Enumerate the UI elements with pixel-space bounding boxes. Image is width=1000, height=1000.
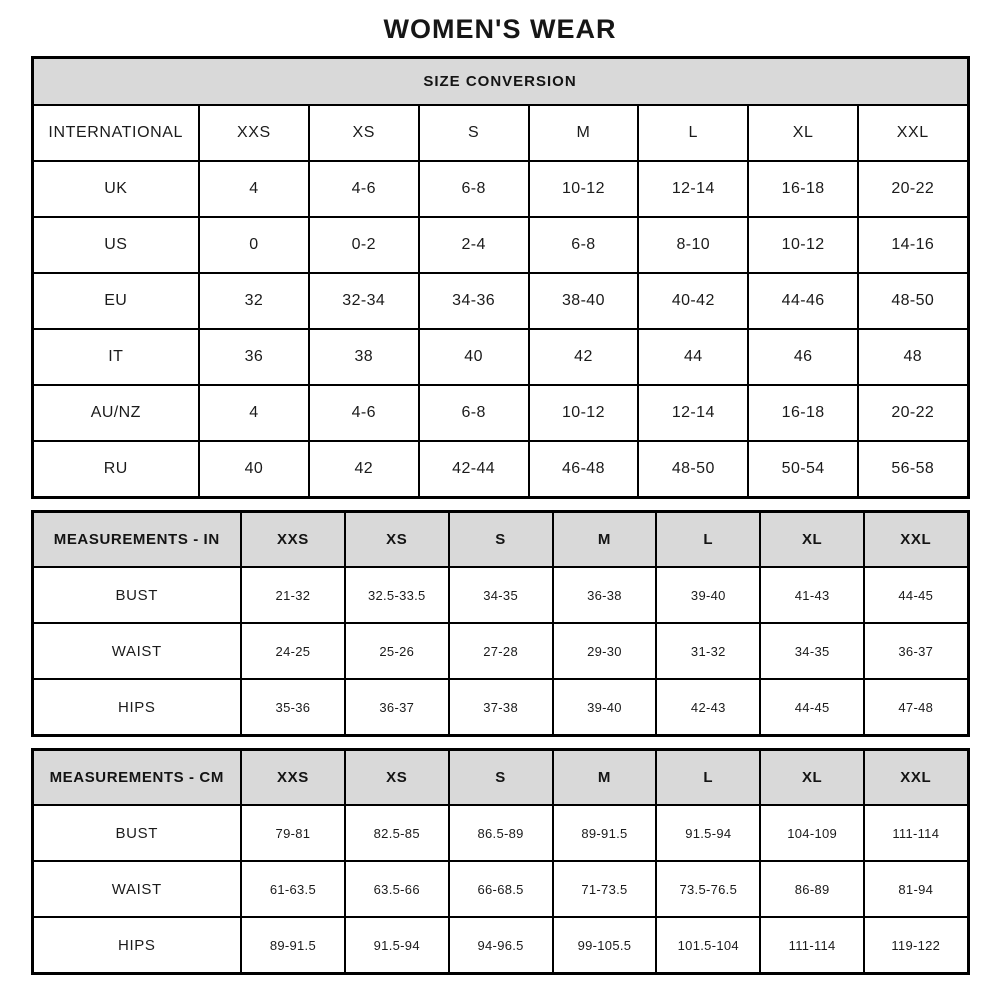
- value-cell: 41-43: [760, 567, 864, 623]
- value-cell: 44: [638, 329, 748, 385]
- column-header: M: [553, 512, 657, 568]
- value-cell: 36-37: [345, 679, 449, 736]
- column-header-row: [32, 512, 968, 568]
- column-header: M: [529, 105, 639, 161]
- value-cell: 86.5-89: [449, 805, 553, 861]
- value-cell: 20-22: [858, 385, 968, 441]
- value-cell: 42-43: [656, 679, 760, 736]
- value-cell: 48: [858, 329, 968, 385]
- value-cell: 119-122: [864, 917, 968, 974]
- value-cell: 99-105.5: [553, 917, 657, 974]
- value-cell: 46: [748, 329, 858, 385]
- column-header: S: [419, 105, 529, 161]
- value-cell: 32: [199, 273, 309, 329]
- value-cell: 40-42: [638, 273, 748, 329]
- value-cell: 89-91.5: [553, 805, 657, 861]
- table-row: [32, 861, 968, 917]
- table-header-band: [32, 58, 968, 106]
- value-cell: 94-96.5: [449, 917, 553, 974]
- column-header: S: [449, 512, 553, 568]
- column-header: XXS: [241, 750, 345, 806]
- column-header: XXL: [864, 512, 968, 568]
- column-header: XL: [748, 105, 858, 161]
- column-header: XXS: [241, 512, 345, 568]
- column-header: INTERNATIONAL: [32, 105, 199, 161]
- value-cell: 71-73.5: [553, 861, 657, 917]
- measurements-cm-title: MEASUREMENTS - CM: [32, 750, 241, 806]
- value-cell: 21-32: [241, 567, 345, 623]
- value-cell: 12-14: [638, 385, 748, 441]
- value-cell: 42: [309, 441, 419, 498]
- column-header: XL: [760, 512, 864, 568]
- value-cell: 56-58: [858, 441, 968, 498]
- value-cell: 44-46: [748, 273, 858, 329]
- table-row: [32, 623, 968, 679]
- value-cell: 111-114: [760, 917, 864, 974]
- value-cell: 101.5-104: [656, 917, 760, 974]
- value-cell: 73.5-76.5: [656, 861, 760, 917]
- column-header: XL: [760, 750, 864, 806]
- value-cell: 14-16: [858, 217, 968, 273]
- table-row: [32, 217, 968, 273]
- value-cell: 42-44: [419, 441, 529, 498]
- table-row: [32, 567, 968, 623]
- value-cell: 81-94: [864, 861, 968, 917]
- row-label: HIPS: [32, 917, 241, 974]
- value-cell: 0-2: [309, 217, 419, 273]
- column-header: S: [449, 750, 553, 806]
- column-header-row: [32, 750, 968, 806]
- table-row: [32, 329, 968, 385]
- value-cell: 91.5-94: [656, 805, 760, 861]
- row-label: HIPS: [32, 679, 241, 736]
- table-row: [32, 441, 968, 498]
- table-row: [32, 917, 968, 974]
- value-cell: 10-12: [748, 217, 858, 273]
- column-header: XS: [345, 512, 449, 568]
- row-label: EU: [32, 273, 199, 329]
- row-label: US: [32, 217, 199, 273]
- value-cell: 36: [199, 329, 309, 385]
- value-cell: 38-40: [529, 273, 639, 329]
- value-cell: 12-14: [638, 161, 748, 217]
- row-label: UK: [32, 161, 199, 217]
- measurements-cm-table: [31, 748, 970, 975]
- value-cell: 63.5-66: [345, 861, 449, 917]
- value-cell: 79-81: [241, 805, 345, 861]
- table-row: [32, 805, 968, 861]
- value-cell: 48-50: [858, 273, 968, 329]
- column-header: L: [656, 750, 760, 806]
- value-cell: 44-45: [760, 679, 864, 736]
- measurements-in-title: MEASUREMENTS - IN: [32, 512, 241, 568]
- row-label: IT: [32, 329, 199, 385]
- value-cell: 48-50: [638, 441, 748, 498]
- value-cell: 32-34: [309, 273, 419, 329]
- column-header: XS: [309, 105, 419, 161]
- value-cell: 39-40: [656, 567, 760, 623]
- value-cell: 6-8: [529, 217, 639, 273]
- value-cell: 44-45: [864, 567, 968, 623]
- value-cell: 29-30: [553, 623, 657, 679]
- value-cell: 40: [199, 441, 309, 498]
- value-cell: 38: [309, 329, 419, 385]
- row-label: AU/NZ: [32, 385, 199, 441]
- column-header: XXS: [199, 105, 309, 161]
- table-row: [32, 385, 968, 441]
- value-cell: 35-36: [241, 679, 345, 736]
- row-label: BUST: [32, 805, 241, 861]
- column-header: XS: [345, 750, 449, 806]
- page-title: WOMEN'S WEAR: [383, 14, 617, 44]
- measurements-in-table: [31, 510, 970, 737]
- value-cell: 25-26: [345, 623, 449, 679]
- value-cell: 37-38: [449, 679, 553, 736]
- value-cell: 89-91.5: [241, 917, 345, 974]
- value-cell: 91.5-94: [345, 917, 449, 974]
- value-cell: 36-37: [864, 623, 968, 679]
- value-cell: 0: [199, 217, 309, 273]
- value-cell: 46-48: [529, 441, 639, 498]
- table-row: [32, 161, 968, 217]
- value-cell: 31-32: [656, 623, 760, 679]
- row-label: WAIST: [32, 623, 241, 679]
- value-cell: 16-18: [748, 161, 858, 217]
- value-cell: 39-40: [553, 679, 657, 736]
- value-cell: 20-22: [858, 161, 968, 217]
- value-cell: 42: [529, 329, 639, 385]
- size-conversion-title: SIZE CONVERSION: [32, 58, 968, 106]
- value-cell: 61-63.5: [241, 861, 345, 917]
- column-header: L: [638, 105, 748, 161]
- row-label: BUST: [32, 567, 241, 623]
- value-cell: 6-8: [419, 385, 529, 441]
- value-cell: 104-109: [760, 805, 864, 861]
- value-cell: 10-12: [529, 385, 639, 441]
- value-cell: 86-89: [760, 861, 864, 917]
- value-cell: 2-4: [419, 217, 529, 273]
- value-cell: 8-10: [638, 217, 748, 273]
- column-header: M: [553, 750, 657, 806]
- column-header-row: [32, 105, 968, 161]
- value-cell: 34-35: [449, 567, 553, 623]
- column-header: XXL: [858, 105, 968, 161]
- value-cell: 10-12: [529, 161, 639, 217]
- value-cell: 34-35: [760, 623, 864, 679]
- value-cell: 111-114: [864, 805, 968, 861]
- table-row: [32, 273, 968, 329]
- table-row: [32, 679, 968, 736]
- value-cell: 34-36: [419, 273, 529, 329]
- value-cell: 6-8: [419, 161, 529, 217]
- value-cell: 82.5-85: [345, 805, 449, 861]
- value-cell: 32.5-33.5: [345, 567, 449, 623]
- value-cell: 66-68.5: [449, 861, 553, 917]
- value-cell: 40: [419, 329, 529, 385]
- value-cell: 24-25: [241, 623, 345, 679]
- size-conversion-table: [31, 56, 970, 499]
- value-cell: 4: [199, 385, 309, 441]
- value-cell: 36-38: [553, 567, 657, 623]
- value-cell: 4-6: [309, 385, 419, 441]
- column-header: L: [656, 512, 760, 568]
- value-cell: 16-18: [748, 385, 858, 441]
- value-cell: 4-6: [309, 161, 419, 217]
- row-label: RU: [32, 441, 199, 498]
- value-cell: 47-48: [864, 679, 968, 736]
- row-label: WAIST: [32, 861, 241, 917]
- column-header: XXL: [864, 750, 968, 806]
- value-cell: 27-28: [449, 623, 553, 679]
- value-cell: 4: [199, 161, 309, 217]
- value-cell: 50-54: [748, 441, 858, 498]
